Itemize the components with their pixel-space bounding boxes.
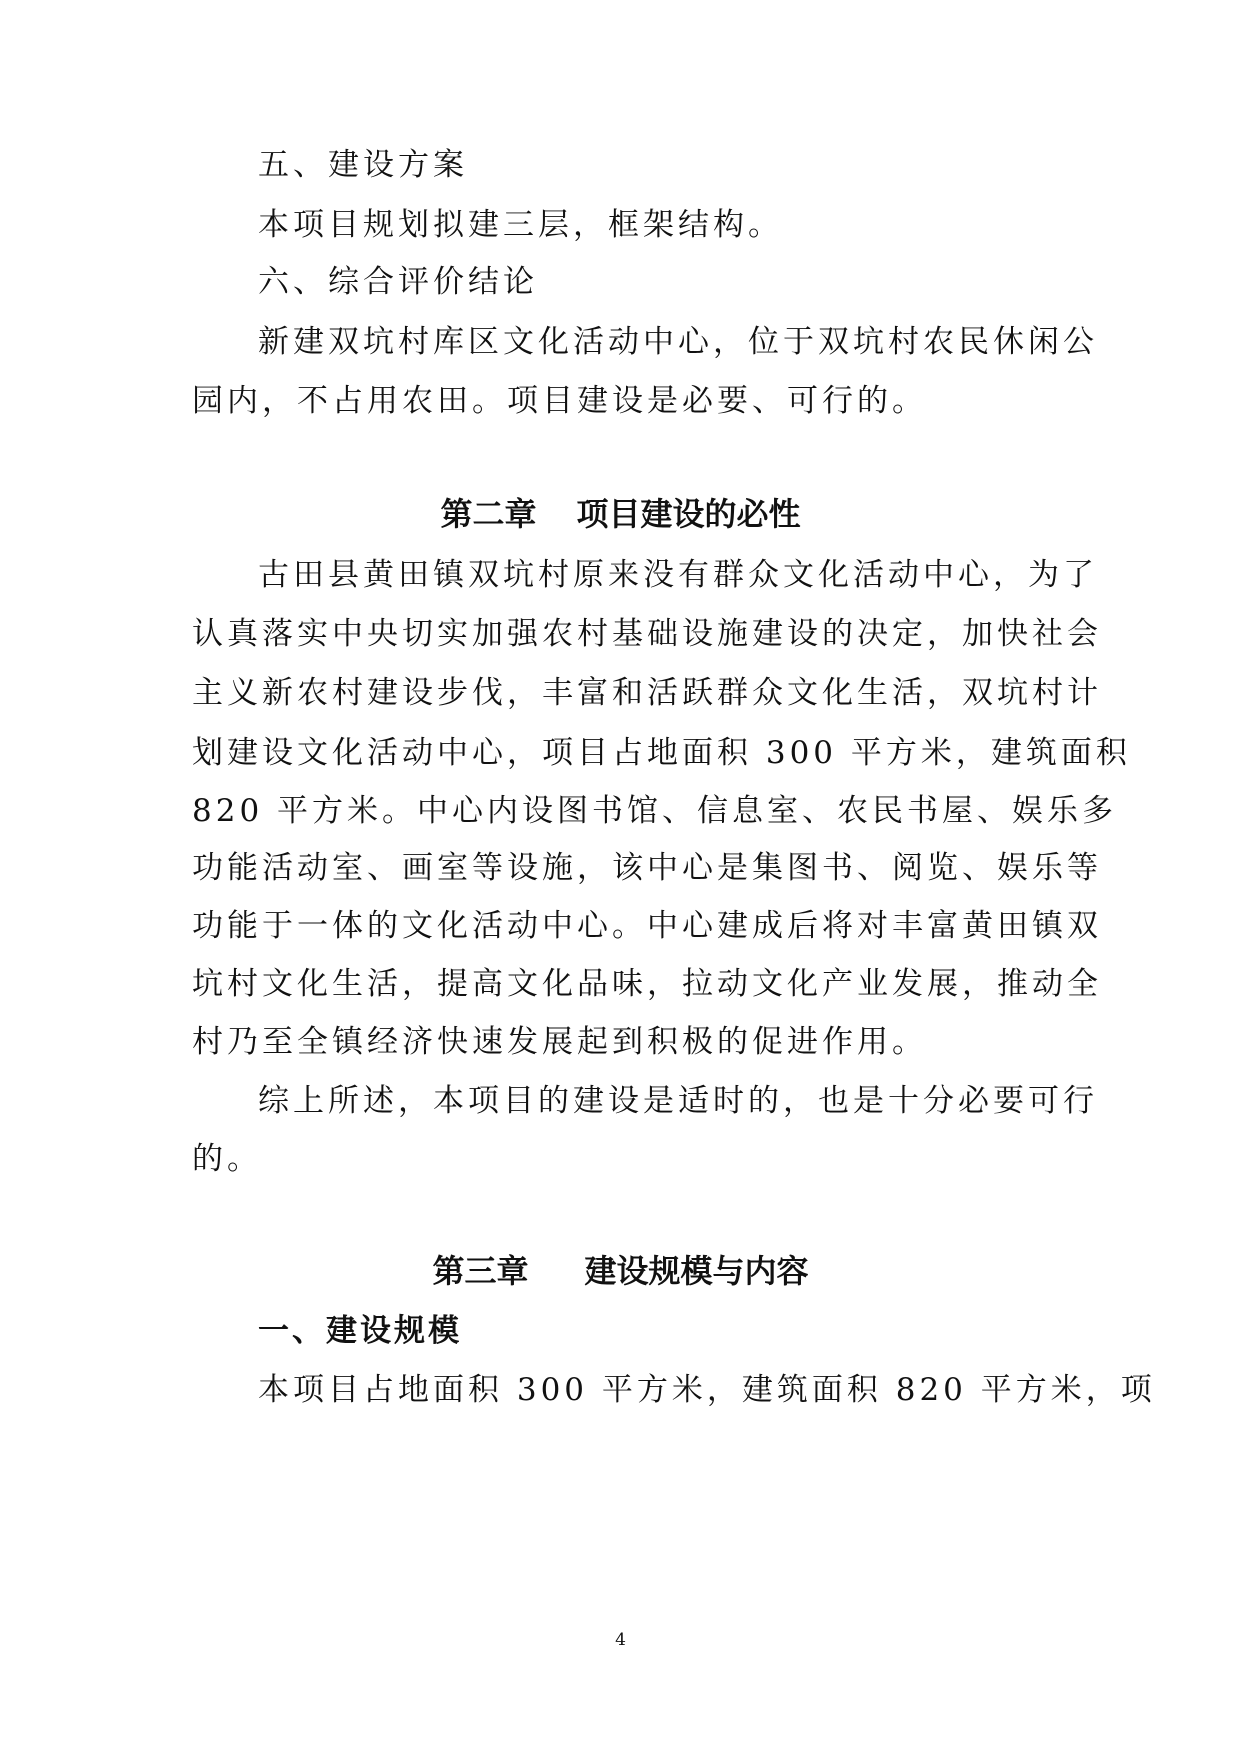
chapter-two-p1-line-1: 古田县黄田镇双坑村原来没有群众文化活动中心，为了 [258,557,1098,593]
chapter-three-heading [0,1250,1241,1292]
section-five-heading: 五、建设方案 [258,147,468,183]
chapter-two-title: 项目建设的必性 [576,495,801,533]
section-six-heading: 六、综合评价结论 [258,264,538,300]
chapter-two-p2-line-2: 的。 [192,1141,262,1177]
chapter-three-label: 第三章 [432,1252,529,1290]
chapter-two-label: 第二章 [440,495,537,533]
chapter-two-p1-line-4: 划建设文化活动中心，项目占地面积 300 平方米，建筑面积 [192,735,1131,771]
section-five-text: 本项目规划拟建三层，框架结构。 [258,207,783,243]
page-number: 4 [615,1630,626,1650]
chapter-two-p1-line-2: 认真落实中央切实加强农村基础设施建设的决定，加快社会 [192,616,1102,652]
chapter-three-subheading: 一、建设规模 [258,1313,462,1349]
chapter-three-title: 建设规模与内容 [584,1252,809,1290]
section-six-line-2: 园内，不占用农田。项目建设是必要、可行的。 [192,383,927,419]
chapter-two-heading [0,493,1241,535]
section-six-line-1: 新建双坑村库区文化活动中心，位于双坑村农民休闲公 [258,324,1098,360]
chapter-two-p1-line-9: 村乃至全镇经济快速发展起到积极的促进作用。 [192,1024,927,1060]
chapter-two-p1-line-8: 坑村文化生活，提高文化品味，拉动文化产业发展，推动全 [192,966,1102,1002]
chapter-two-p1-line-5: 820 平方米。中心内设图书馆、信息室、农民书屋、娱乐多 [192,793,1118,829]
chapter-two-p1-line-6: 功能活动室、画室等设施，该中心是集图书、阅览、娱乐等 [192,850,1102,886]
chapter-two-p1-line-7: 功能于一体的文化活动中心。中心建成后将对丰富黄田镇双 [192,908,1102,944]
chapter-two-p2-line-1: 综上所述，本项目的建设是适时的，也是十分必要可行 [258,1083,1098,1119]
chapter-two-p1-line-3: 主义新农村建设步伐，丰富和活跃群众文化生活，双坑村计 [192,675,1102,711]
chapter-three-text: 本项目占地面积 300 平方米，建筑面积 820 平方米，项 [258,1372,1156,1408]
